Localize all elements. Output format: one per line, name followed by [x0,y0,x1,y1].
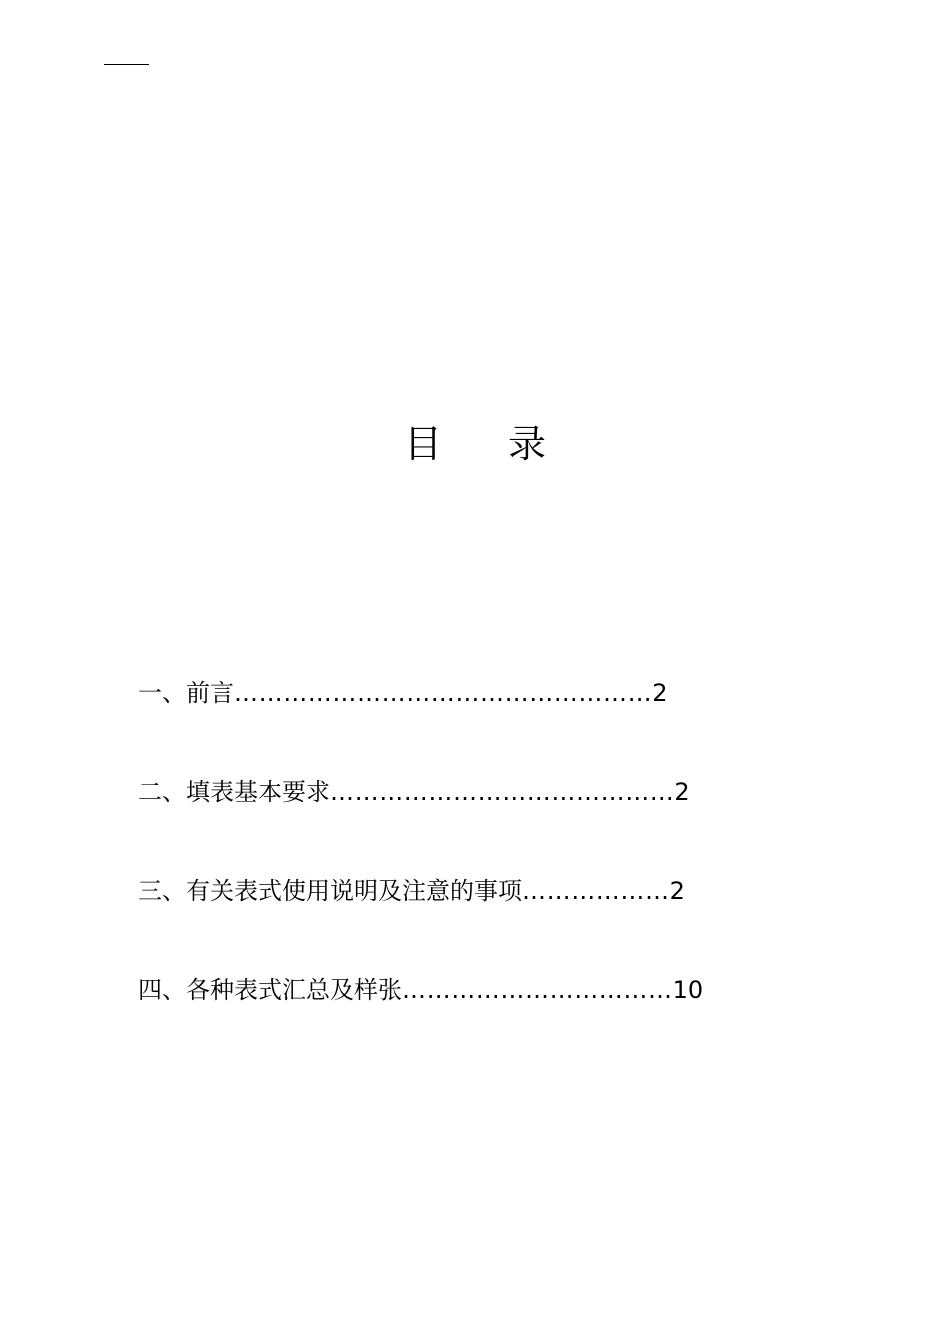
toc-entry-usage-notes[interactable] [138,873,778,972]
toc-entry-preface[interactable] [138,675,778,774]
toc-entry-page: 2 [652,679,668,707]
toc-entry-leader: ……………… [522,877,670,905]
toc-title-char-2: 录 [508,422,547,466]
toc-title-char-1: 目 [403,422,442,466]
toc-entry-label: 四、各种表式汇总及样张 [138,976,402,1004]
toc-entry-label: 二、填表基本要求 [138,778,330,806]
table-of-contents [138,675,778,1071]
toc-entry-basic-requirements[interactable] [138,774,778,873]
toc-entry-leader: …………………………… [402,976,673,1004]
toc-entry-forms-summary[interactable] [138,972,778,1071]
toc-title [0,420,950,468]
toc-entry-page: 2 [669,877,685,905]
toc-entry-page: 2 [674,778,690,806]
toc-entry-label: 三、有关表式使用说明及注意的事项 [138,877,522,905]
header-rule [104,64,149,65]
toc-entry-leader: …………………………………… [330,778,675,806]
toc-entry-leader: …………………………………………… [234,679,653,707]
toc-entry-label: 一、前言 [138,679,234,707]
toc-entry-page: 10 [672,976,704,1004]
